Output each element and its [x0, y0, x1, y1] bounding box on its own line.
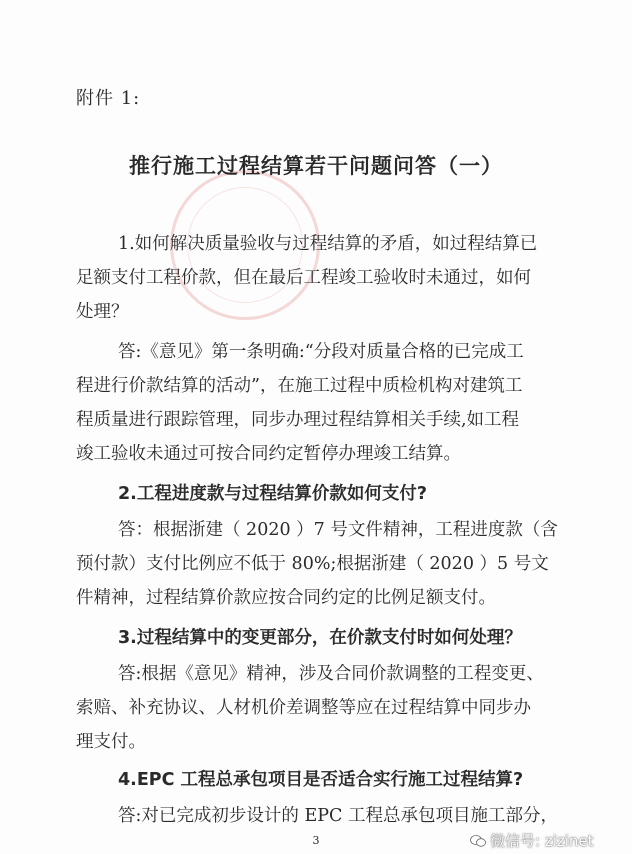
document-title: 推行施工过程结算若干问题问答（一） — [129, 154, 503, 178]
body-line: 答:《意见》第一条明确:“分段对质量合格的已完成工 — [118, 342, 524, 362]
body-line: 答:根据《意见》精神，涉及合同价款调整的工程变更、 — [118, 664, 544, 684]
question-heading: 4.EPC 工程总承包项目是否适合实行施工过程结算? — [118, 770, 524, 790]
question-heading: 3.过程结算中的变更部分，在价款支付时如何处理？ — [118, 628, 522, 648]
body-line: 程进行价款结算的活动”，在施工过程中质检机构对建筑工 — [76, 376, 523, 396]
body-line: 足额支付工程价款，但在最后工程竣工验收时未通过，如何 — [76, 268, 531, 288]
body-line: 预付款）支付比例应不低于 80%;根据浙建（ 2020 ）5 号文 — [76, 554, 549, 574]
body-line: 件精神，过程结算价款应按合同约定的比例足额支付。 — [76, 588, 496, 608]
question-heading: 2.工程进度款与过程结算价款如何支付? — [118, 484, 427, 504]
body-line: 理支付。 — [76, 732, 146, 752]
body-line: 答:对已完成初步设计的 EPC 工程总承包项目施工部分， — [118, 806, 558, 826]
watermark-text: 微信号: zizinet — [490, 832, 594, 850]
body-line: 竣工验收未通过可按合同约定暂停办理竣工结算。 — [76, 444, 461, 464]
body-line: 程质量进行跟踪管理，同步办理过程结算相关手续,如工程 — [76, 410, 520, 430]
body-line: 处理？ — [76, 302, 129, 322]
attachment-label: 附件 1: — [76, 88, 141, 109]
body-line: 索赔、补充协议、人材机价差调整等应在过程结算中同步办 — [76, 698, 531, 718]
body-line: 答：根据浙建（ 2020 ）7 号文件精神，工程进度款（含 — [118, 520, 558, 540]
wechat-watermark — [470, 830, 594, 851]
body-line: 1.如何解决质量验收与过程结算的矛盾，如过程结算已 — [118, 234, 538, 254]
page-number: 3 — [312, 834, 320, 847]
wechat-icon — [470, 835, 486, 847]
